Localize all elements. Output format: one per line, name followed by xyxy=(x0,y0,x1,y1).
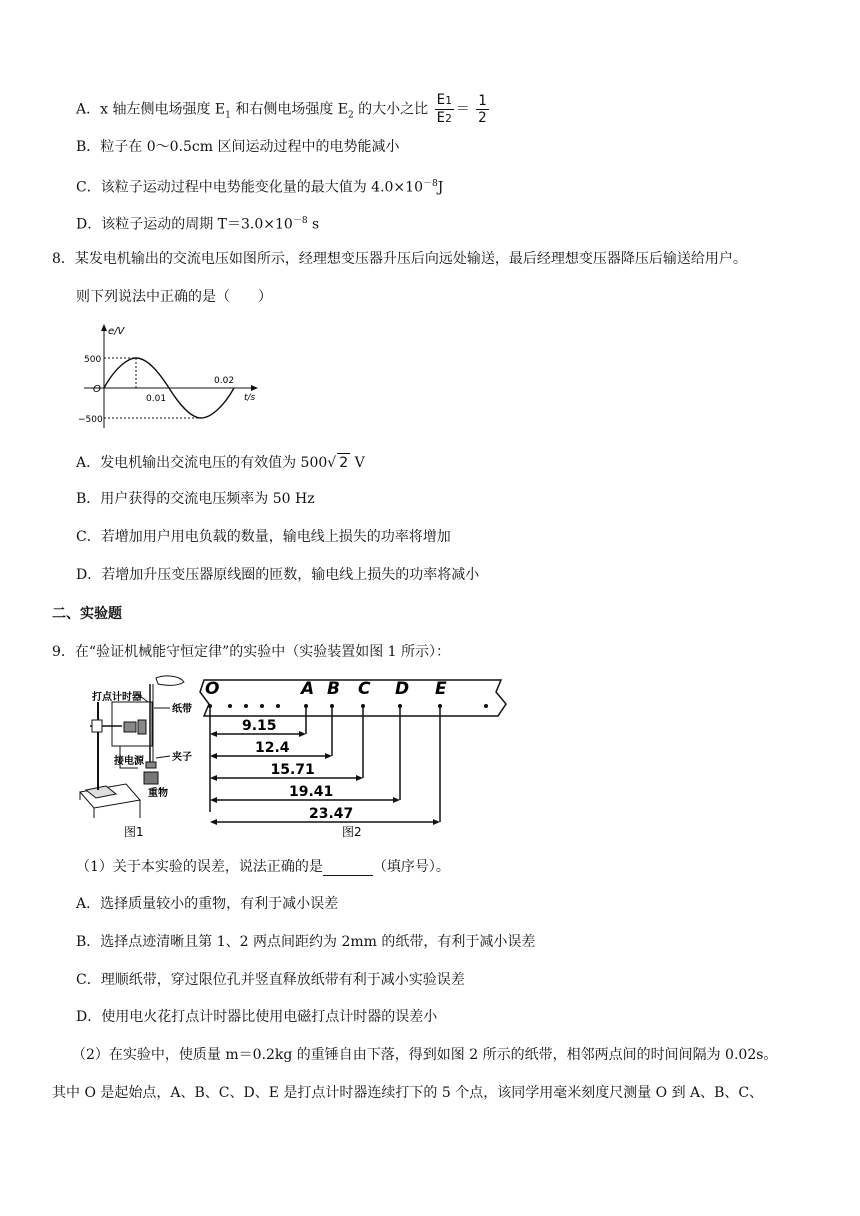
graph-xlabel: t/s xyxy=(244,393,256,403)
distance-label-3: 15.71 xyxy=(270,762,315,778)
tape-dot xyxy=(260,704,264,708)
answer-blank[interactable] xyxy=(323,861,373,876)
arrow-head xyxy=(393,797,400,803)
tape-dot xyxy=(484,704,488,708)
q8-stem-line1: 8．某发电机输出的交流电压如图所示，经理想变压器升压后向远处输送，最后经理想变压器降压后输送给用户。 xyxy=(52,251,747,267)
equals-sign: ＝ xyxy=(455,101,470,118)
q8-stem-line2: 则下列说法中正确的是（ ） xyxy=(76,289,272,305)
q9-option-b: B．选择点迹清晰且第 1、2 两点间距约为 2mm 的纸带，有利于减小误差 xyxy=(76,934,536,950)
distance-label-2: 12.4 xyxy=(255,740,290,756)
q7-option-a-sub1: 1 xyxy=(225,110,231,121)
label-timer: 打点计时器 xyxy=(92,692,142,703)
q7-option-a xyxy=(76,92,491,127)
arrow-head xyxy=(325,753,332,759)
tape-point-label-c: C xyxy=(358,679,371,699)
q7-option-a-sub2: 2 xyxy=(348,110,354,121)
arrow-head xyxy=(210,797,217,803)
half-fraction: $\frac{1}{2}$ xyxy=(478,93,487,126)
q8-option-c: C．若增加用户用电负载的数量，输电线上损失的功率将增加 xyxy=(76,529,451,545)
label-clip: 夹子 xyxy=(172,752,192,763)
graph-origin: O xyxy=(93,384,101,395)
label-power: 接电源 xyxy=(114,756,144,767)
q9-stem: 9．在“验证机械能守恒定律”的实验中（实验装置如图 1 所示）： xyxy=(52,644,451,660)
arrow-head xyxy=(210,753,217,759)
paper-tape-figure xyxy=(196,672,518,844)
graph-t1: 0.01 xyxy=(146,394,167,404)
apparatus-figure xyxy=(76,672,202,844)
tape-point-label-o: O xyxy=(205,679,220,699)
graph-t2: 0.02 xyxy=(214,376,235,386)
q9-part1: （1）关于本实验的误差，说法正确的是 （填序号）。 xyxy=(76,859,450,875)
distance-label-1: 9.15 xyxy=(242,718,277,734)
arrow-head xyxy=(210,731,217,737)
graph-y-top: 500 xyxy=(84,355,102,365)
q9-option-c: C．理顺纸带，穿过限位孔并竖直释放纸带有利于减小实验误差 xyxy=(76,972,465,988)
arrow-head xyxy=(210,819,217,825)
fig1-caption: 图1 xyxy=(124,825,144,839)
q8-option-b: B．用户获得的交流电压频率为 50 Hz xyxy=(76,491,315,507)
sqrt-radicand: 2 xyxy=(339,455,349,471)
q7-option-a-text2: 和右侧电场强度 E xyxy=(230,101,348,118)
graph-y-bottom: −500 xyxy=(78,415,103,425)
tape-dot xyxy=(276,704,280,708)
q9-option-a: A．选择质量较小的重物，有利于减小误差 xyxy=(76,896,339,912)
distance-label-5: 23.47 xyxy=(309,806,354,822)
arrow-head xyxy=(433,819,440,825)
label-tape: 纸带 xyxy=(172,704,192,715)
ratio-fraction: $\frac{E1}{E2}$ xyxy=(436,92,452,126)
ac-voltage-graph xyxy=(76,322,266,432)
q7-option-a-text1: A．x 轴左侧电场强度 E xyxy=(76,101,226,118)
q7-option-b: B．粒子在 0～0.5cm 区间运动过程中的电势能减小 xyxy=(76,139,400,155)
fig2-caption: 图2 xyxy=(342,825,362,839)
q9-option-d: D．使用电火花打点计时器比使用电磁打点计时器的误差小 xyxy=(76,1009,438,1025)
q7-option-a-text3: 的大小之比 xyxy=(353,101,429,118)
section-title: 二、实验题 xyxy=(52,606,122,622)
q7-option-c: C．该粒子运动过程中电势能变化量的最大值为 $4.0\times 10^{-8}J$ xyxy=(76,179,444,196)
arrow-head xyxy=(356,775,363,781)
q7-option-d: D．该粒子运动的周期 $T=3.0\times 10^{-8}$ s xyxy=(76,216,320,233)
tape-dot xyxy=(228,704,232,708)
arrow-head xyxy=(210,775,217,781)
tape-point-label-d: D xyxy=(395,679,410,699)
q8-option-d: D．若增加升压变压器原线圈的匝数，输电线上损失的功率将减小 xyxy=(76,567,480,583)
graph-ylabel: e/V xyxy=(108,326,125,337)
q9-part2-line2: 其中 O 是起始点，A、B、C、D、E 是打点计时器连续打下的 5 个点，该同学用毫米刻度尺测量 O 到 A、B、C、 xyxy=(52,1085,764,1101)
tape-point-label-b: B xyxy=(327,679,340,699)
q8-option-a: A．发电机输出交流电压的有效值为 500√ 2 V xyxy=(76,455,365,471)
tape-point-label-a: A xyxy=(301,679,315,699)
q9-part2-line1: （2）在实验中，使质量 m＝0.2kg 的重锤自由下落，得到如图 2 所示的纸带，相邻两点间的时间间隔为 0.02s。 xyxy=(72,1047,778,1063)
arrow-head xyxy=(299,731,306,737)
label-weight: 重物 xyxy=(148,788,168,799)
tape-dot xyxy=(244,704,248,708)
tape-point-label-e: E xyxy=(435,679,447,699)
distance-label-4: 19.41 xyxy=(289,784,334,800)
